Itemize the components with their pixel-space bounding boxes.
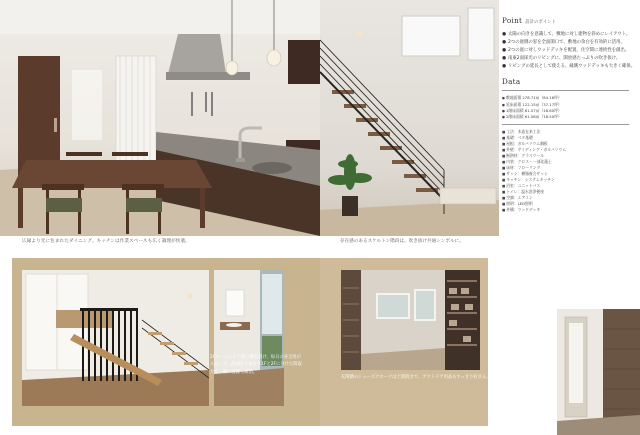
point-heading (502, 16, 634, 25)
data-heading: Data (502, 77, 521, 87)
spec-item: ■ トイレ：温水洗浄便座 (502, 189, 634, 195)
staircase-caption: 存在感のあるスケルトン階段は、吹き抜け共通シンボルに。 (340, 239, 464, 244)
point-item: ● 2つの庭に対しウッドデッキを配置、住空間に連続性を創出。 (502, 47, 634, 55)
spec-item: ■ キッチン：システムキッチン (502, 177, 634, 183)
kitchen-dining-illustration (0, 0, 320, 236)
hand-wash-illustration (214, 270, 284, 406)
staircase-photo (320, 0, 499, 236)
shoe-closet-illustration (341, 270, 480, 370)
kitchen-dining-photo (0, 0, 320, 236)
hall-railing-illustration (22, 270, 209, 406)
point-subtitle: 設計のポイント (525, 20, 556, 25)
point-list (502, 31, 634, 71)
shoe-closet-photo (341, 270, 480, 370)
area-item: ● 敷地面積 278.71㎡（84.16坪） (502, 95, 634, 101)
spec-divider (502, 124, 629, 125)
spec-item: ■ 基礎：ベタ基礎 (502, 135, 634, 141)
entrance-photo (557, 309, 640, 435)
area-item: ● 延床面積 122.15㎡（37.17坪） (502, 102, 634, 108)
staircase-illustration (320, 0, 499, 236)
point-title: Point (502, 16, 523, 25)
area-item: ● 1階床面積 61.07㎡（18.60坪） (502, 108, 634, 114)
area-list (502, 95, 634, 119)
spec-item: ■ 外壁：サイディング・ガルバリウム (502, 147, 634, 153)
hand-wash-caption: 2Fホールにも手洗い場を設け、毎日の身支度がスムーズ。洗面室をあえて1Fと2Fに分けた間取りで、朝の混雑も解消。 (210, 355, 302, 375)
shoe-closet-caption: 玄関横のシューズクロークは土間続きで、アウトドア用品もすっきり収まる。 (341, 375, 491, 380)
data-divider (502, 90, 629, 91)
point-item: ● 南東2面採光のリビングに、開放感たっぷりの吹き抜け。 (502, 55, 634, 63)
hall-railing-photo (22, 270, 209, 406)
spec-item: ■ 浴室：ユニットバス (502, 183, 634, 189)
hand-wash-photo (214, 270, 284, 406)
spec-item: ■ 断熱材：グラスウール (502, 153, 634, 159)
info-sidebar (499, 0, 640, 236)
spec-item: ■ 外構：ウッドデッキ (502, 207, 634, 213)
area-item: ● 2階床面積 61.08㎡（18.50坪） (502, 114, 634, 120)
point-item: ● リビングの延長として使える、縁側ウッドデッキも大きく確保。 (502, 63, 634, 71)
spec-item: ■ 内装：クロス・一部珪藻土 (502, 159, 634, 165)
spec-item: ■ サッシ：樹脂複合サッシ (502, 171, 634, 177)
spec-list (502, 129, 634, 214)
point-item: ● 2つの庭側の窓を全面開口で、敷地の余白を有効的に活用。 (502, 39, 634, 47)
spec-item: ■ 工法：木造在来工法 (502, 129, 634, 135)
spec-item: ■ 空調：エアコン (502, 195, 634, 201)
point-item: ● 太陽の向きを意識して、敷地に対し建物を斜めにレイアウト。 (502, 31, 634, 39)
kitchen-caption: 広縁より光に包まれたダイニング。キッチンは作業スペースも広く調理が快適。 (22, 239, 190, 244)
spec-item: ■ 屋根：ガルバリウム鋼板 (502, 141, 634, 147)
spec-item: ■ 床材：フローリング (502, 165, 634, 171)
entrance-illustration (557, 309, 640, 435)
spec-item: ■ 照明：LED照明 (502, 201, 634, 207)
